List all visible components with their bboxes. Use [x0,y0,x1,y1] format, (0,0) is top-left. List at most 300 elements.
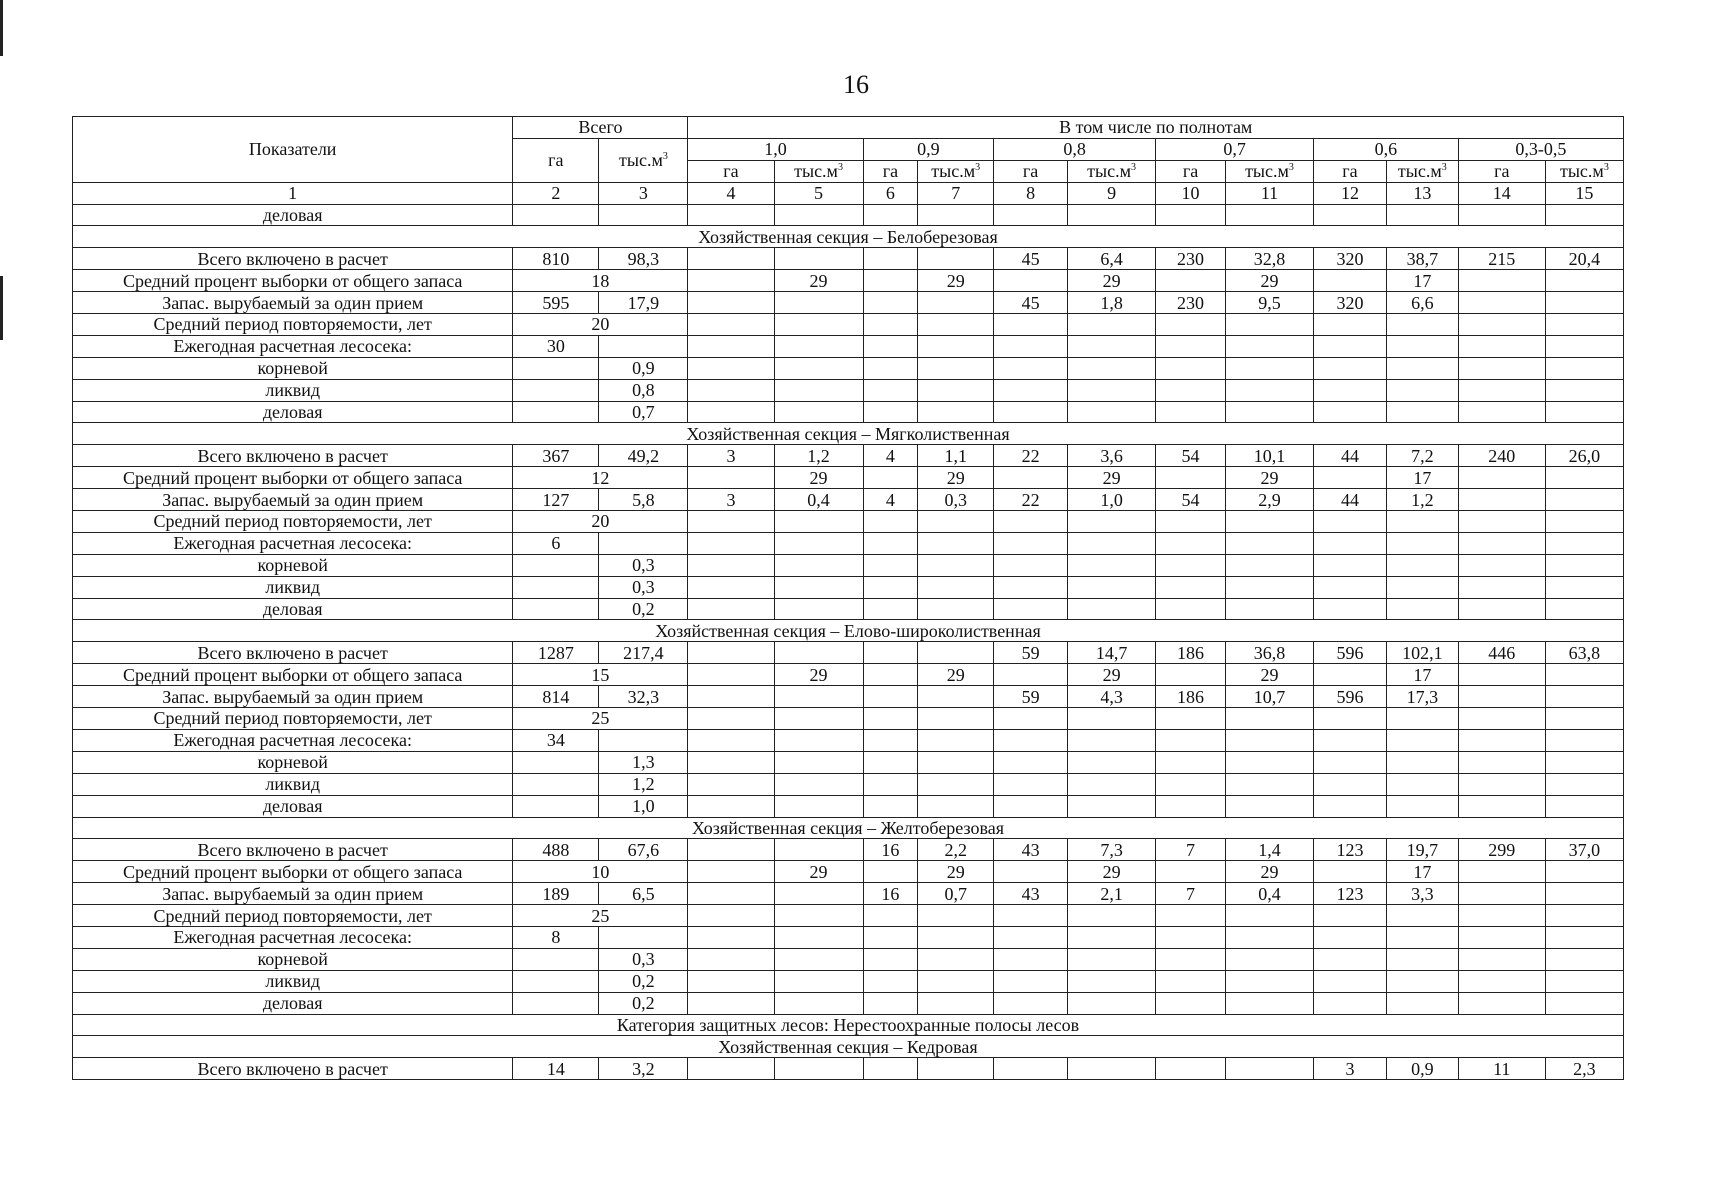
table-cell [863,379,918,401]
table-cell: 299 [1458,839,1545,861]
table-cell [1386,992,1458,1014]
table-cell [918,554,994,576]
table-cell: 102,1 [1386,642,1458,664]
table-cell: 0,4 [774,489,863,511]
table-cell: 595 [513,292,599,314]
table-cell [1314,729,1387,751]
table-cell [1458,598,1545,620]
table-cell [994,379,1068,401]
table-cell [774,751,863,773]
table-cell [1458,292,1545,314]
table-cell [1545,357,1623,379]
table-cell [513,576,599,598]
table-cell [1156,357,1226,379]
table-cell [863,401,918,423]
table-cell [1225,729,1313,751]
header-unit-ha: га [1314,160,1387,182]
table-cell [688,576,774,598]
table-cell [599,729,688,751]
table-cell [918,686,994,708]
table-cell: 0,2 [599,970,688,992]
table-cell [1314,926,1387,948]
row-label: Запас. вырубаемый за один прием [73,883,513,905]
table-cell [688,905,774,927]
table-cell [1314,708,1387,730]
table-row [73,445,1624,467]
row-label: корневой [73,554,513,576]
table-cell [513,773,599,795]
table-cell: 54 [1156,445,1226,467]
column-number: 6 [863,182,918,204]
table-cell [1068,1058,1156,1080]
table-cell [1156,576,1226,598]
header-density-3: 0,8 [994,138,1156,160]
section-row [73,423,1624,445]
table-cell [774,598,863,620]
table-cell [1458,357,1545,379]
table-cell [513,379,599,401]
table-cell [1156,861,1226,883]
table-cell: 14,7 [1068,642,1156,664]
table-cell [1068,926,1156,948]
table-cell [1386,314,1458,336]
table-row [73,926,1624,948]
table-cell [1068,751,1156,773]
table-cell [1156,1058,1226,1080]
table-cell [1314,270,1387,292]
table-cell [1545,992,1623,1014]
table-cell [688,708,774,730]
table-cell [774,970,863,992]
section-title: Хозяйственная секция – Мягколиственная [73,423,1624,445]
table-cell: 17 [1386,861,1458,883]
table-cell: 186 [1156,642,1226,664]
table-cell: 320 [1314,248,1387,270]
table-cell [774,708,863,730]
table-cell [1386,926,1458,948]
table-cell [513,204,599,226]
table-cell [1068,992,1156,1014]
table-cell [1225,532,1313,554]
header-unit-volume: $тыс.м^3$ [918,160,994,182]
table-row [73,773,1624,795]
row-label: Всего включено в расчет [73,445,513,467]
header-total-ha: га [513,138,599,182]
table-cell [1225,357,1313,379]
table-cell [994,664,1068,686]
table-row [73,401,1624,423]
table-cell [688,357,774,379]
section-row [73,817,1624,839]
table-cell [774,948,863,970]
table-cell [688,642,774,664]
table-cell [1458,554,1545,576]
table-row [73,729,1624,751]
table-cell: 29 [918,664,994,686]
table-cell [1545,489,1623,511]
table-cell [994,511,1068,533]
table-cell [863,708,918,730]
table-row [73,357,1624,379]
table-row [73,905,1624,927]
table-cell: 63,8 [1545,642,1623,664]
table-cell: 9,5 [1225,292,1313,314]
table-cell [774,1058,863,1080]
table-cell [599,926,688,948]
table-cell [1458,489,1545,511]
table-cell [1545,795,1623,817]
table-cell: 3,2 [599,1058,688,1080]
table-cell: 0,2 [599,992,688,1014]
table-cell [599,204,688,226]
table-cell: 8 [513,926,599,948]
table-cell [688,970,774,992]
table-cell [994,861,1068,883]
table-cell [1545,905,1623,927]
section-title: Хозяйственная секция – Кедровая [73,1036,1624,1058]
table-cell [1314,576,1387,598]
table-cell [774,773,863,795]
table-cell: 29 [918,861,994,883]
table-cell [918,708,994,730]
table-row [73,270,1624,292]
table-cell [774,204,863,226]
header-indicators: Показатели [73,117,513,183]
table-row [73,686,1624,708]
row-label: Всего включено в расчет [73,839,513,861]
table-cell: 22 [994,445,1068,467]
table-cell: 45 [994,248,1068,270]
table-cell [1156,992,1226,1014]
table-cell: 596 [1314,686,1387,708]
table-cell [513,751,599,773]
table-row [73,532,1624,554]
table-cell [1314,532,1387,554]
table-cell [994,905,1068,927]
table-cell: 34 [513,729,599,751]
header-column-numbers-row [73,182,1624,204]
header-density-5: 0,6 [1314,138,1459,160]
table-cell [863,467,918,489]
column-number: 4 [688,182,774,204]
table-cell [918,970,994,992]
table-cell: 596 [1314,642,1387,664]
table-cell [1156,708,1226,730]
table-cell: 1,1 [918,445,994,467]
table-cell [994,335,1068,357]
table-cell [1225,598,1313,620]
table-cell [1314,773,1387,795]
total-cell: 20 [513,511,688,533]
row-label: корневой [73,357,513,379]
table-cell [1386,357,1458,379]
table-cell [1068,970,1156,992]
table-cell [1225,1058,1313,1080]
table-cell: 29 [918,467,994,489]
row-label: деловая [73,401,513,423]
table-cell: 367 [513,445,599,467]
table-cell [1458,270,1545,292]
table-cell [688,948,774,970]
table-cell: 17,9 [599,292,688,314]
table-cell [918,204,994,226]
header-density-1: 1,0 [688,138,863,160]
table-cell [688,839,774,861]
table-cell [994,401,1068,423]
table-row [73,379,1624,401]
table-cell [863,751,918,773]
row-label: Средний процент выборки от общего запаса [73,664,513,686]
total-cell: 25 [513,905,688,927]
table-cell [994,270,1068,292]
table-cell [1545,576,1623,598]
header-total-volume: $тыс.м^3$ [599,138,688,182]
table-cell [863,948,918,970]
table-cell [1458,664,1545,686]
table-cell [1458,729,1545,751]
table-cell: 7 [1156,839,1226,861]
table-cell [1225,970,1313,992]
table-cell [918,992,994,1014]
row-label: деловая [73,795,513,817]
section-row [73,226,1624,248]
row-label: Средний период повторяемости, лет [73,314,513,336]
table-row [73,992,1624,1014]
table-cell [599,532,688,554]
table-cell [774,926,863,948]
header-unit-volume: $тыс.м^3$ [1068,160,1156,182]
table-cell [1156,532,1226,554]
table-cell [774,686,863,708]
row-label: Ежегодная расчетная лесосека: [73,532,513,554]
table-cell [1458,467,1545,489]
table-cell [1386,401,1458,423]
table-cell [863,576,918,598]
table-cell [1458,379,1545,401]
table-cell: 6,4 [1068,248,1156,270]
table-cell: 20,4 [1545,248,1623,270]
table-cell [1458,511,1545,533]
table-cell: 29 [774,467,863,489]
table-cell: 0,3 [599,554,688,576]
table-row [73,970,1624,992]
table-cell: 0,4 [1225,883,1313,905]
header-unit-ha: га [688,160,774,182]
table-cell [1314,751,1387,773]
table-cell: 2,9 [1225,489,1313,511]
table-cell: 22 [994,489,1068,511]
table-row [73,948,1624,970]
table-cell: 17,3 [1386,686,1458,708]
table-cell: 1,0 [1068,489,1156,511]
table-cell: 6,5 [599,883,688,905]
table-cell [918,729,994,751]
row-label: Средний период повторяемости, лет [73,511,513,533]
table-cell [774,576,863,598]
table-cell [1458,314,1545,336]
table-cell [688,992,774,1014]
row-label: деловая [73,204,513,226]
table-cell [1386,948,1458,970]
row-label: Ежегодная расчетная лесосека: [73,335,513,357]
table-cell: 1,8 [1068,292,1156,314]
table-cell: 29 [1225,467,1313,489]
table-cell [1156,270,1226,292]
table-cell [1314,335,1387,357]
table-cell [1225,335,1313,357]
table-cell [1314,511,1387,533]
table-cell [1386,379,1458,401]
table-cell [863,773,918,795]
row-label: Всего включено в расчет [73,248,513,270]
table-cell [688,751,774,773]
row-label: деловая [73,992,513,1014]
table-cell [774,795,863,817]
section-title: Хозяйственная секция – Елово-широколиственная [73,620,1624,642]
table-cell [1386,554,1458,576]
table-row [73,598,1624,620]
table-cell: 10,7 [1225,686,1313,708]
row-label: Средний процент выборки от общего запаса [73,467,513,489]
table-row [73,248,1624,270]
table-cell [1386,773,1458,795]
table-cell: 29 [1068,270,1156,292]
header-by-density: В том числе по полнотам [688,117,1624,139]
table-cell [1545,467,1623,489]
table-cell [1068,204,1156,226]
table-cell [918,598,994,620]
table-cell [1068,576,1156,598]
table-cell [994,751,1068,773]
row-label: Средний процент выборки от общего запаса [73,861,513,883]
table-cell [918,1058,994,1080]
table-cell [774,839,863,861]
table-cell [1156,335,1226,357]
table-cell: 29 [1225,664,1313,686]
table-row [73,335,1624,357]
table-cell [1156,598,1226,620]
table-cell [1314,554,1387,576]
table-cell [918,926,994,948]
table-cell [1225,795,1313,817]
table-cell: 814 [513,686,599,708]
table-cell [1225,401,1313,423]
table-cell [1225,905,1313,927]
header-density-2: 0,9 [863,138,994,160]
table-cell [1545,773,1623,795]
table-cell [1314,401,1387,423]
table-cell [688,401,774,423]
table-cell [1386,532,1458,554]
table-cell [1314,598,1387,620]
table-cell [1314,379,1387,401]
table-cell: 215 [1458,248,1545,270]
table-cell: 29 [1225,861,1313,883]
table-row [73,708,1624,730]
table-cell [1545,686,1623,708]
table-cell: 1,3 [599,751,688,773]
table-cell: 16 [863,883,918,905]
table-cell [688,861,774,883]
table-cell [1225,379,1313,401]
table-cell: 36,8 [1225,642,1313,664]
total-cell: 15 [513,664,688,686]
table-cell [688,926,774,948]
table-cell [774,729,863,751]
table-cell [1458,926,1545,948]
table-cell [918,905,994,927]
table-row [73,467,1624,489]
header-unit-ha: га [1458,160,1545,182]
table-cell [1545,511,1623,533]
table-cell [1386,905,1458,927]
table-cell: 1287 [513,642,599,664]
table-row [73,861,1624,883]
table-cell [688,664,774,686]
table-cell [688,773,774,795]
table-cell: 217,4 [599,642,688,664]
table-cell [1545,401,1623,423]
table-cell [1545,292,1623,314]
table-cell [774,905,863,927]
table-cell [688,686,774,708]
table-cell: 2,3 [1545,1058,1623,1080]
table-cell: 19,7 [1386,839,1458,861]
table-cell: 7 [1156,883,1226,905]
total-cell: 25 [513,708,688,730]
row-label: Запас. вырубаемый за один прием [73,292,513,314]
table-cell [863,554,918,576]
column-number: 10 [1156,182,1226,204]
table-cell [688,270,774,292]
table-cell: 10,1 [1225,445,1313,467]
table-cell: 3 [688,445,774,467]
table-cell [1386,335,1458,357]
table-cell: 0,3 [599,576,688,598]
table-cell [688,532,774,554]
row-label: Ежегодная расчетная лесосека: [73,926,513,948]
table-cell [688,314,774,336]
table-cell [774,642,863,664]
table-cell [863,335,918,357]
table-cell [1156,379,1226,401]
table-cell [688,511,774,533]
table-cell [1225,926,1313,948]
table-cell [1545,554,1623,576]
binder-mark-middle [0,276,3,340]
table-cell: 4 [863,445,918,467]
table-cell [1314,314,1387,336]
table-cell [1225,314,1313,336]
table-cell: 44 [1314,445,1387,467]
table-cell: 0,9 [1386,1058,1458,1080]
table-cell [1225,511,1313,533]
table-cell [1458,686,1545,708]
table-cell [1458,992,1545,1014]
table-cell [688,335,774,357]
table-cell [1386,511,1458,533]
total-cell: 10 [513,861,688,883]
table-cell [994,532,1068,554]
table-cell: 1,2 [599,773,688,795]
row-label: ликвид [73,379,513,401]
table-cell [918,773,994,795]
table-cell [1458,795,1545,817]
table-cell [1156,751,1226,773]
table-cell [1156,664,1226,686]
table-cell [774,292,863,314]
row-label: Средний процент выборки от общего запаса [73,270,513,292]
